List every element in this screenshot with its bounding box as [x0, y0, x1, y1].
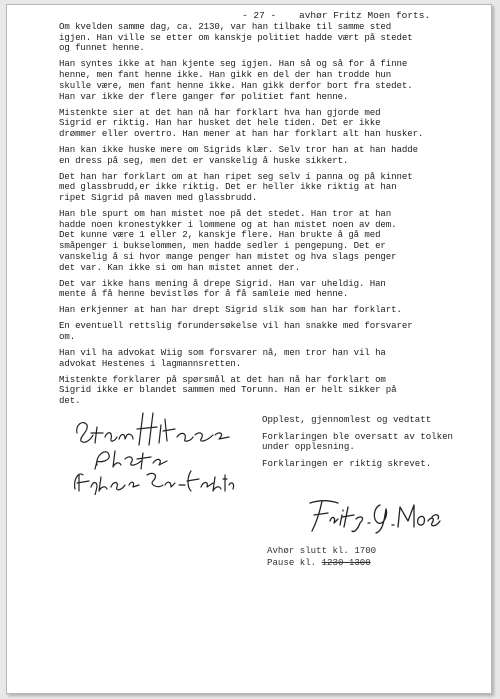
text-line: Han erkjenner at han har drept Sigrid slik som han har forklart.	[59, 305, 402, 316]
page-header: - 27 - avhør Fritz Moen forts.	[242, 10, 431, 21]
text-line: Han syntes ikke at han kjente seg igjen. Han så og så for å finne	[59, 59, 408, 70]
witness-signatures-icon	[67, 405, 242, 495]
text-line: det var. Kan ikke si om han mistet annet der.	[59, 262, 301, 273]
text-line: drømmer eller overtro. Han mener at han har forklart alt han husker.	[59, 128, 424, 139]
text-line: Det han har forklart om at han ripet seg selv i panna og på kinnet	[59, 171, 413, 182]
document-page	[6, 4, 492, 694]
text-line: advokat Hestenes i lagmannsretten.	[59, 358, 242, 369]
statement-paragraph	[59, 22, 479, 54]
text-line: skulle være, men fant henne ikke. Han gikk derfor bort fra stedet.	[59, 80, 413, 91]
text-line: Han ble spurt om han mistet noe på det stedet. Han tror at han	[59, 209, 392, 220]
text-line: med glassbrudd,er ikke riktig. Det er heller ikke riktig at han	[59, 182, 397, 193]
text-line: en dress på seg, men det er vanskelig å huske sikkert.	[59, 155, 349, 166]
reading-confirmation-block	[262, 415, 482, 476]
text-line: ripet Sigrid på maven med glassbrudd.	[59, 193, 258, 204]
confirmation-paragraph	[262, 432, 482, 453]
text-line: Han vil ha advokat Wiig som forsvarer nå, men tror han vil ha	[59, 347, 386, 358]
text-line: Mistenkte sier at det han nå har forklart hva han gjorde med	[59, 107, 381, 118]
confirmation-paragraph	[262, 459, 482, 470]
text-line: Opplest, gjennomlest og vedtatt	[262, 415, 432, 425]
text-line: Sigrid ikke er blandet sammen med Torunn. Han er helt sikker på	[59, 385, 397, 396]
statement-paragraph	[59, 321, 479, 342]
statement-paragraph	[59, 108, 479, 140]
text-line: vanskelig å si hvor mange penger han mistet og hva slags penger	[59, 251, 397, 262]
pause-time: Pause kl. 1230-1300	[267, 556, 371, 568]
text-line: Sigrid er riktig. Han har husket det hele tiden. Det er ikke	[59, 118, 381, 129]
text-line: om.	[59, 331, 76, 342]
text-line: hadde noen kronestykker i lommene og at han mistet noen av dem.	[59, 219, 397, 230]
statement-paragraph	[59, 59, 479, 102]
interview-times	[267, 545, 376, 568]
text-line: henne, men fant henne ikke. Han gikk en del der han trodde hun	[59, 70, 392, 81]
statement-paragraph	[59, 305, 479, 316]
confirmation-paragraph	[262, 415, 482, 426]
text-line: igjen. Han ville se etter om kanskje politiet hadde vært på stedet	[59, 32, 413, 43]
statement-paragraph	[59, 172, 479, 204]
suspect-signature-icon	[302, 495, 442, 535]
text-line: Det kunne være 1 eller 2, kanskje flere. Han brukte å gå med	[59, 230, 381, 241]
statement-paragraph	[59, 348, 479, 369]
statement-paragraph	[59, 209, 479, 273]
statement-body	[59, 22, 479, 412]
text-line: under opplesning.	[262, 442, 355, 453]
text-line: Om kvelden samme dag, ca. 2130, var han tilbake til samme sted	[59, 22, 392, 32]
statement-paragraph	[59, 279, 479, 300]
text-line: Mistenkte forklarer på spørsmål at det han nå har forklart om	[59, 374, 386, 385]
text-line: og funnet henne.	[59, 43, 145, 54]
text-line: Det var ikke hans mening å drepe Sigrid. Han var uheldig. Han	[59, 278, 386, 289]
text-line: En eventuell rettslig forundersøkelse vil han snakke med forsvarer	[59, 321, 413, 332]
text-line: mente å få henne bevistløs for å få samleie med henne.	[59, 289, 349, 300]
statement-paragraph	[59, 145, 479, 166]
statement-paragraph	[59, 375, 479, 407]
text-line: Forklaringen er riktig skrevet.	[262, 459, 432, 470]
end-time: Avhør slutt kl. 1700	[267, 545, 377, 556]
text-line: det.	[59, 396, 81, 407]
text-line: Han kan ikke huske mere om Sigrids klær. Selv tror han at han hadde	[59, 144, 418, 155]
text-line: Han var ikke der flere ganger før politiet fant henne.	[59, 91, 349, 102]
text-line: Forklaringen ble oversatt av tolken	[262, 431, 453, 442]
text-line: småpenger i bukselommen, men hadde sedler i pengepung. Det er	[59, 241, 386, 252]
